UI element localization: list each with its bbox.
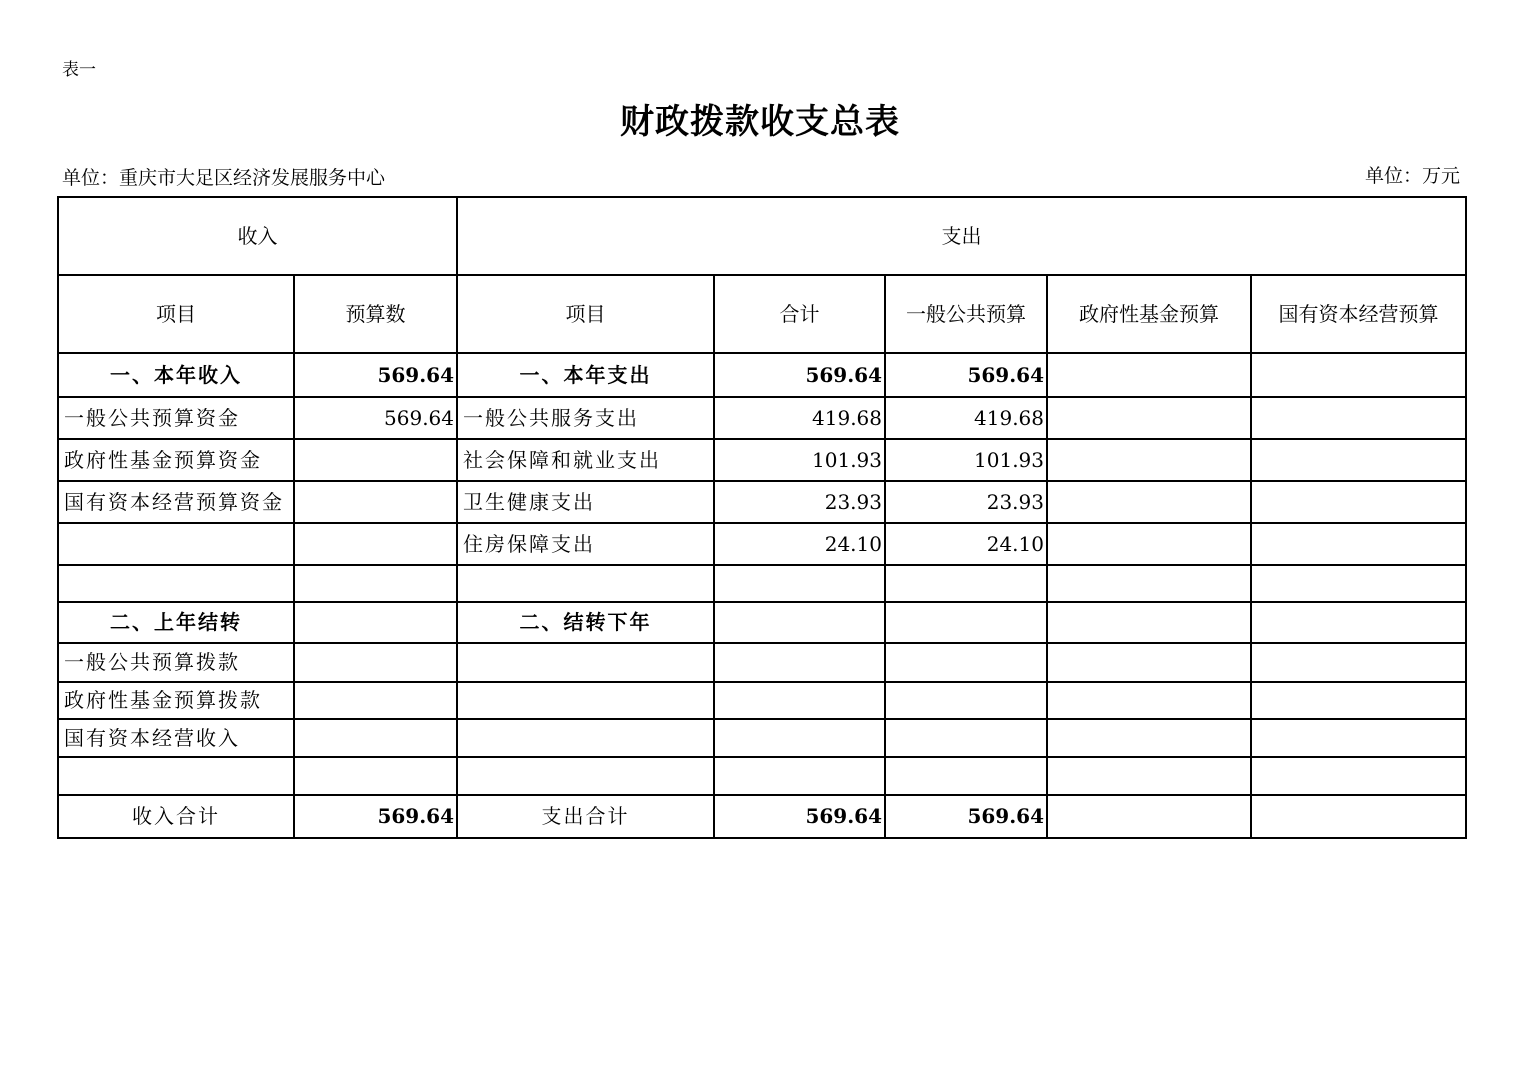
income-header: 收入 <box>58 197 457 275</box>
expense-total <box>714 602 885 643</box>
general-budget-value: 569.64 <box>885 353 1047 397</box>
expense-header: 支出 <box>457 197 1466 275</box>
expense-item <box>457 682 714 719</box>
table-row <box>58 353 1466 397</box>
table-row <box>58 643 1466 682</box>
general-budget-value <box>885 719 1047 757</box>
expense-item: 卫生健康支出 <box>457 481 714 523</box>
expense-total <box>714 682 885 719</box>
expense-item <box>457 643 714 682</box>
income-budget-header: 预算数 <box>294 275 457 353</box>
income-value <box>294 565 457 602</box>
income-value <box>294 719 457 757</box>
table-row <box>58 523 1466 565</box>
page-title: 财政拨款收支总表 <box>620 102 900 142</box>
table-row <box>58 719 1466 757</box>
state-capital-value <box>1251 439 1466 481</box>
income-value: 569.64 <box>294 353 457 397</box>
general-budget-value: 101.93 <box>885 439 1047 481</box>
expense-item-header: 项目 <box>457 275 714 353</box>
income-item-header: 项目 <box>58 275 294 353</box>
income-value <box>294 643 457 682</box>
income-value <box>294 682 457 719</box>
expense-total <box>714 565 885 602</box>
state-capital-value <box>1251 353 1466 397</box>
income-total-value: 569.64 <box>294 795 457 838</box>
expense-item: 社会保障和就业支出 <box>457 439 714 481</box>
table-row <box>58 439 1466 481</box>
income-item <box>58 757 294 795</box>
gov-fund-value <box>1047 643 1251 682</box>
expense-total: 419.68 <box>714 397 885 439</box>
gov-fund-value <box>1047 719 1251 757</box>
gov-fund-value <box>1047 439 1251 481</box>
general-budget-value <box>885 602 1047 643</box>
state-capital-value <box>1251 757 1466 795</box>
general-budget-header: 一般公共预算 <box>885 275 1047 353</box>
expense-item <box>457 719 714 757</box>
expense-total <box>714 719 885 757</box>
income-value <box>294 439 457 481</box>
table-row <box>58 602 1466 643</box>
gov-fund-value <box>1047 353 1251 397</box>
income-item: 一般公共预算拨款 <box>58 643 294 682</box>
general-budget-value: 419.68 <box>885 397 1047 439</box>
general-budget-value: 23.93 <box>885 481 1047 523</box>
general-budget-value <box>885 643 1047 682</box>
expense-total-value: 569.64 <box>714 795 885 838</box>
expense-total <box>714 643 885 682</box>
header-row-group <box>58 197 1466 275</box>
table-row-total <box>58 795 1466 838</box>
expense-total-header: 合计 <box>714 275 885 353</box>
gov-fund-total <box>1047 795 1251 838</box>
income-item: 二、上年结转 <box>58 602 294 643</box>
table-row <box>58 481 1466 523</box>
gov-fund-value <box>1047 523 1251 565</box>
gov-fund-header: 政府性基金预算 <box>1047 275 1251 353</box>
expense-item: 住房保障支出 <box>457 523 714 565</box>
income-value <box>294 757 457 795</box>
income-item: 一般公共预算资金 <box>58 397 294 439</box>
budget-summary-table <box>57 196 1467 839</box>
state-capital-total <box>1251 795 1466 838</box>
general-budget-value <box>885 682 1047 719</box>
income-item <box>58 565 294 602</box>
unit-organization: 单位：重庆市大足区经济发展服务中心 <box>62 167 386 189</box>
state-capital-value <box>1251 397 1466 439</box>
expense-total-label: 支出合计 <box>457 795 714 838</box>
table-row <box>58 565 1466 602</box>
gov-fund-value <box>1047 397 1251 439</box>
income-item: 一、本年收入 <box>58 353 294 397</box>
income-total-label: 收入合计 <box>58 795 294 838</box>
state-capital-value <box>1251 643 1466 682</box>
state-capital-value <box>1251 565 1466 602</box>
gov-fund-value <box>1047 481 1251 523</box>
expense-total: 23.93 <box>714 481 885 523</box>
income-value <box>294 481 457 523</box>
state-capital-value <box>1251 523 1466 565</box>
expense-total <box>714 757 885 795</box>
income-item <box>58 523 294 565</box>
state-capital-value <box>1251 481 1466 523</box>
gov-fund-value <box>1047 682 1251 719</box>
general-budget-value <box>885 565 1047 602</box>
income-item: 政府性基金预算资金 <box>58 439 294 481</box>
income-item: 国有资本经营收入 <box>58 719 294 757</box>
expense-item: 一般公共服务支出 <box>457 397 714 439</box>
gov-fund-value <box>1047 602 1251 643</box>
income-value: 569.64 <box>294 397 457 439</box>
expense-total: 24.10 <box>714 523 885 565</box>
state-capital-header: 国有资本经营预算 <box>1251 275 1466 353</box>
income-value <box>294 602 457 643</box>
gov-fund-value <box>1047 757 1251 795</box>
state-capital-value <box>1251 682 1466 719</box>
table-row <box>58 757 1466 795</box>
state-capital-value <box>1251 719 1466 757</box>
general-budget-total: 569.64 <box>885 795 1047 838</box>
expense-total: 569.64 <box>714 353 885 397</box>
expense-item: 一、本年支出 <box>457 353 714 397</box>
expense-total: 101.93 <box>714 439 885 481</box>
gov-fund-value <box>1047 565 1251 602</box>
expense-item: 二、结转下年 <box>457 602 714 643</box>
general-budget-value: 24.10 <box>885 523 1047 565</box>
table-row <box>58 397 1466 439</box>
income-value <box>294 523 457 565</box>
expense-item <box>457 565 714 602</box>
table-row <box>58 682 1466 719</box>
header-row-columns <box>58 275 1466 353</box>
unit-currency: 单位：万元 <box>1364 165 1460 187</box>
income-item: 国有资本经营预算资金 <box>58 481 294 523</box>
table-number: 表一 <box>62 60 96 80</box>
state-capital-value <box>1251 602 1466 643</box>
expense-item <box>457 757 714 795</box>
general-budget-value <box>885 757 1047 795</box>
income-item: 政府性基金预算拨款 <box>58 682 294 719</box>
